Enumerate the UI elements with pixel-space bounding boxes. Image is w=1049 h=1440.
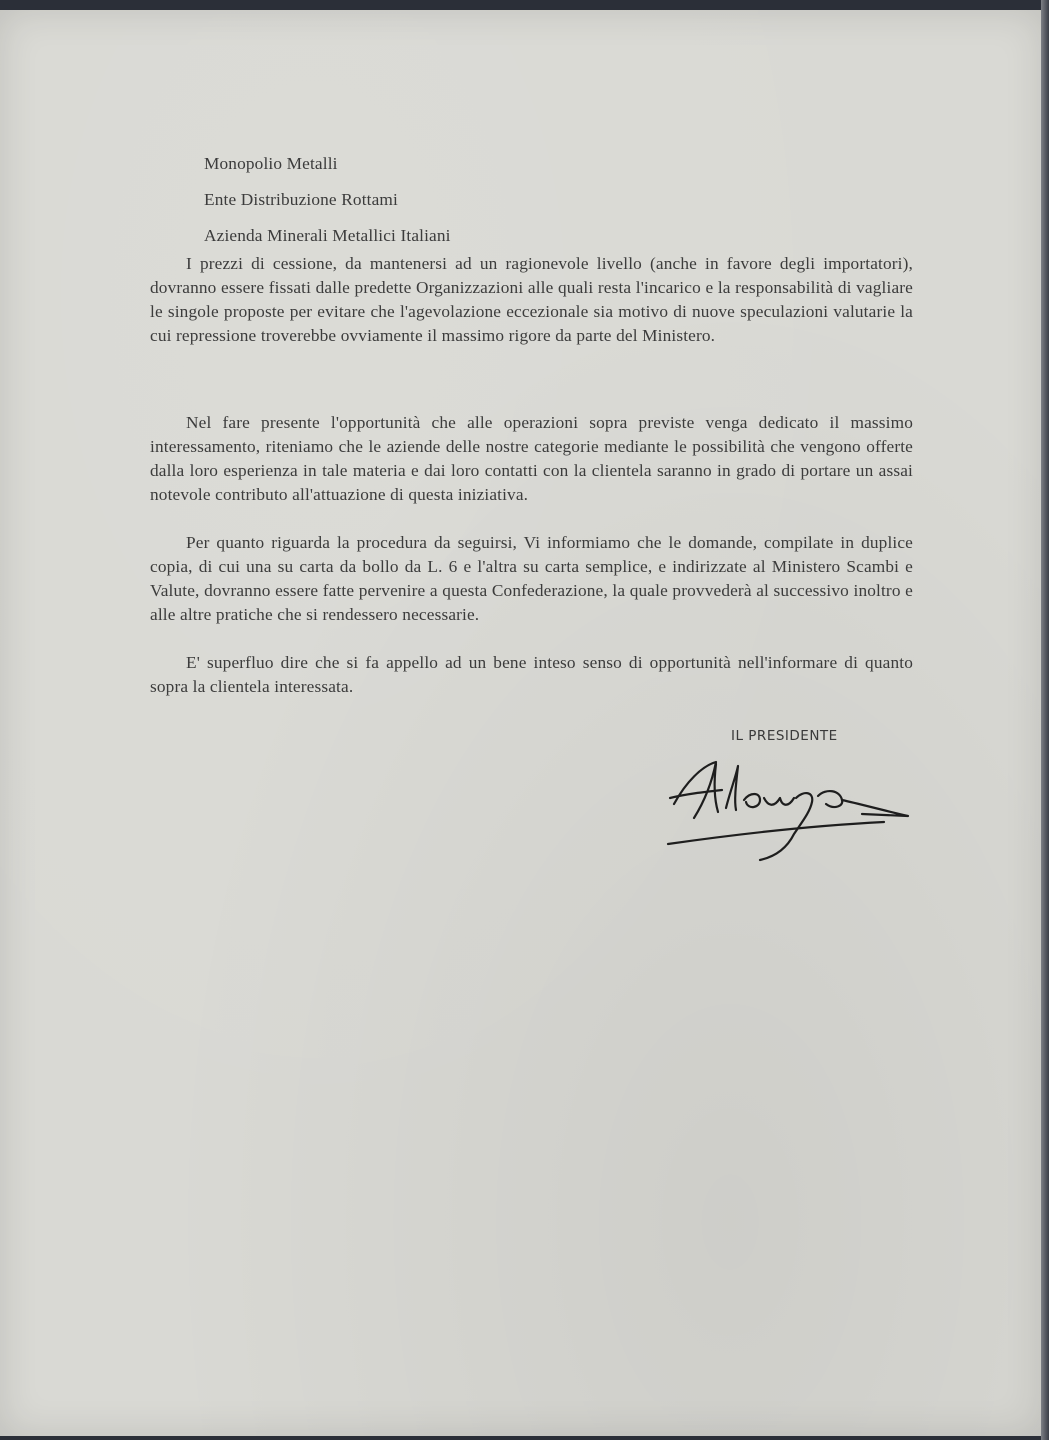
scan-right-edge <box>1041 0 1049 1440</box>
document-page <box>0 10 1043 1436</box>
paragraph-opportunity: Nel fare presente l'opportunità che alle operazioni sopra previste venga dedicato il massimo interessamento, riteniamo che le aziende delle nostre categorie mediante le possibilità che vengono offerte dalla loro esperienza in tale materia e dai loro contatti con la clientela saranno in grado di portare un assai notevole contributo all'attuazione di questa iniziativa. <box>150 413 913 504</box>
paragraph-appeal: E' superfluo dire che si fa appello ad un bene inteso senso di opportunità nell'informare di quanto sopra la clientela interessata. <box>150 653 913 696</box>
paragraph-prices: I prezzi di cessione, da mantenersi ad un ragionevole livello (anche in favore degli importatori), dovranno essere fissati dalle predette Organizzazioni alle quali resta l'incarico e la responsabilità di vagliare le singole proposte per evitare che l'agevolazione eccezionale sia motivo di nuove speculazioni valutarie la cui repressione troverebbe ovviamente il massimo rigore da parte del Ministero. <box>150 254 913 345</box>
addressee-line-1: Monopolio Metalli <box>204 154 338 173</box>
bleed-through-mark <box>0 70 80 190</box>
addressee-line-2: Ente Distribuzione Rottami <box>204 190 398 209</box>
handwritten-signature <box>664 752 914 864</box>
paragraph-procedure: Per quanto riguarda la procedura da seguirsi, Vi informiamo che le domande, compilate in duplice copia, di cui una su carta da bollo da L. 6 e l'altra su carta semplice, e indirizzate al Ministero Scambi e Valute, dovranno essere fatte pervenire a questa Confederazione, la quale provvederà al successivo inoltro e alle altre pratiche che si rendessero necessarie. <box>150 533 913 624</box>
addressee-line-3: Azienda Minerali Metallici Italiani <box>204 226 451 245</box>
signature-title: IL PRESIDENTE <box>731 728 838 744</box>
